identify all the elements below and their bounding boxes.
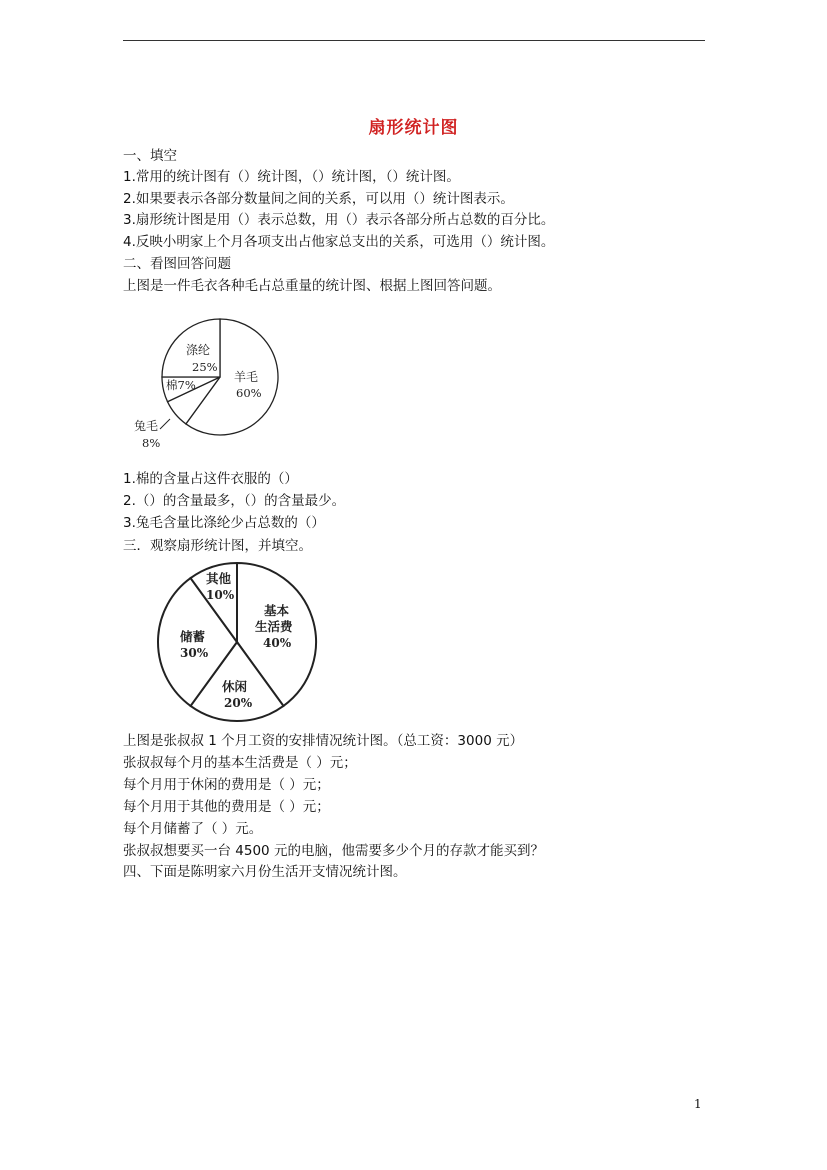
sweater-composition-pie-chart: [130, 313, 290, 455]
pie1-label-polyester-pct: 25%: [192, 360, 218, 374]
page-number: 1: [694, 1097, 702, 1111]
pie2-label-other-pct: 10%: [206, 588, 235, 602]
pie2-label-basic-line2: 生活费: [255, 619, 293, 634]
pie1-label-wool: 羊毛: [234, 370, 259, 384]
section1-question-4: 4.反映小明家上个月各项支出占他家总支出的关系，可选用（）统计图。: [123, 234, 555, 250]
section3-question-4: 每个月储蓄了（ ）元。: [123, 821, 263, 837]
section3-question-2: 每个月用于休闲的费用是（ ）元；: [123, 777, 330, 793]
section1-heading: 一、填空: [123, 148, 177, 164]
section2-intro: 上图是一件毛衣各种毛占总重量的统计图、根据上图回答问题。: [123, 278, 501, 294]
section3-heading: 三．观察扇形统计图，并填空。: [123, 538, 312, 554]
salary-allocation-pie-chart: [150, 555, 325, 730]
section2-question-1: 1.棉的含量占这件衣服的（）: [123, 471, 298, 487]
pie2-label-other: 其他: [206, 571, 232, 586]
pie2-label-leisure: 休闲: [222, 679, 248, 694]
pie2-label-basic-line1: 基本: [264, 603, 290, 618]
section2-question-2: 2.（）的含量最多，（）的含量最少。: [123, 493, 346, 509]
header-rule: [123, 40, 705, 41]
pie1-label-polyester: 涤纶: [186, 343, 211, 357]
section3-question-3: 每个月用于其他的费用是（ ）元；: [123, 799, 330, 815]
pie1-slices: [162, 319, 278, 435]
pie2-label-leisure-pct: 20%: [224, 696, 253, 710]
section4-heading: 四、下面是陈明家六月份生活开支情况统计图。: [123, 864, 407, 880]
pie1-label-wool-pct: 60%: [236, 386, 262, 400]
pie2-label-basic-pct: 40%: [263, 636, 292, 650]
page-title: 扇形统计图: [368, 118, 459, 138]
section2-heading: 二、看图回答问题: [123, 256, 231, 272]
section1-question-1: 1.常用的统计图有（）统计图，（）统计图，（）统计图。: [123, 169, 460, 185]
section2-question-3: 3.兔毛含量比涤纶少占总数的（）: [123, 515, 325, 531]
rabbit-leader-line: [160, 419, 170, 429]
section3-intro: 上图是张叔叔 1 个月工资的安排情况统计图。（总工资：3000 元）: [123, 733, 524, 749]
pie1-label-rabbit: 兔毛: [134, 419, 159, 433]
section3-question-1: 张叔叔每个月的基本生活费是（ ）元；: [123, 755, 357, 771]
pie1-label-rabbit-pct: 8%: [142, 436, 161, 450]
pie2-label-savings: 储蓄: [180, 629, 206, 644]
section1-question-2: 2.如果要表示各部分数量间之间的关系，可以用（）统计图表示。: [123, 191, 514, 207]
pie2-label-savings-pct: 30%: [180, 646, 209, 660]
section3-question-5: 张叔叔想要买一台 4500 元的电脑，他需要多少个月的存款才能买到？: [123, 843, 544, 859]
section1-question-3: 3.扇形统计图是用（）表示总数，用（）表示各部分所占总数的百分比。: [123, 212, 555, 228]
pie1-label-cotton: 棉7%: [166, 378, 196, 392]
